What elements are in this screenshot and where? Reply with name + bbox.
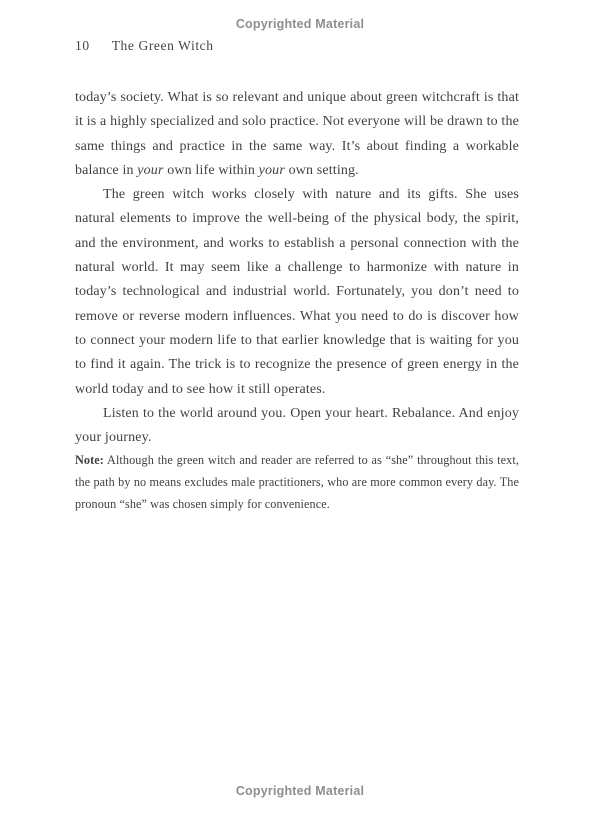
copyright-watermark-top: Copyrighted Material <box>235 17 365 31</box>
paragraph: Listen to the world around you. Open your heart. Rebalance. And enjoy your journey. <box>75 405 519 446</box>
running-head: The Green Witch <box>111 38 214 53</box>
paragraph: The green witch works closely with nature and its gifts. She uses natural elements to improve the well-being of the physical body, the spirit, and the environment, and works to establish a personal connection with the natural world. It may seem like a challenge to harmonize with nature in today’s technological and industrial world. Fortunately, you don’t need to remove or reverse modern influences. What you need to do is discover how to connect your modern life to that earlier knowledge that is waiting for you to find it again. The trick is to recognize the presence of green energy in the world today and to see how it still operates. <box>75 187 519 397</box>
body-text <box>75 86 519 516</box>
footnote: Note: Although the green witch and reader are referred to as “she” throughout this text, the path by no means excludes male practitioners, who are more common every day. The pronoun “she” was chosen simply for convenience. <box>75 453 519 512</box>
copyright-watermark-bottom: Copyrighted Material <box>235 784 365 798</box>
paragraph: today’s society. What is so relevant and unique about green witchcraft is that it is a highly specialized and solo practice. Not everyone will be drawn to the same things and practice in the same way. It’s about finding a workable balance in your own life within your own setting. <box>75 90 519 178</box>
page-header <box>75 38 520 54</box>
page-number: 10 <box>75 38 90 53</box>
